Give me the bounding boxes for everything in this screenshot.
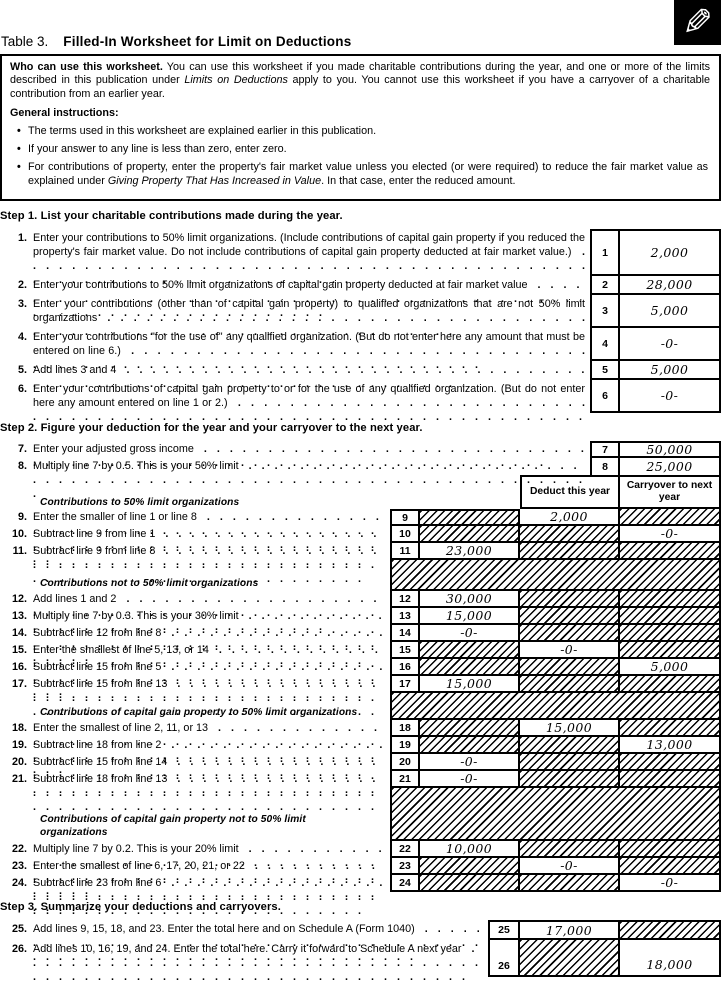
amount-value-cell: -0- xyxy=(420,625,520,642)
line-row-5 xyxy=(0,361,721,380)
line-number-cell: 4 xyxy=(590,328,620,361)
line-number-cell: 15 xyxy=(390,642,420,659)
na-hatched-cell xyxy=(520,608,620,625)
na-hatched-cell xyxy=(520,841,620,858)
line-value-cell: 28,000 xyxy=(620,276,721,295)
na-hatched-cell xyxy=(620,841,721,858)
line-row-22 xyxy=(0,841,721,858)
line-number-cell: 17 xyxy=(390,676,420,693)
line-row-2 xyxy=(0,276,721,295)
line-label: Subtract line 18 from line 2 . . xyxy=(33,738,390,752)
line-value-cell: 25,000 xyxy=(620,458,721,475)
line-number: 11. xyxy=(12,545,27,558)
na-hatched-cell xyxy=(420,875,520,892)
na-hatched-cell xyxy=(520,754,620,771)
line-value-cell: 5,000 xyxy=(620,361,721,380)
na-hatched-cell xyxy=(620,543,721,560)
deduct-value-cell: -0- xyxy=(520,642,620,659)
step2-heading: Step 2. Figure your deduction for the year and your carryover to the next year. xyxy=(0,422,423,435)
bullet-icon xyxy=(10,143,28,156)
na-hatched-cell xyxy=(520,591,620,608)
line-number: 23. xyxy=(11,860,27,873)
title-text: Filled-In Worksheet for Limit on Deductions xyxy=(63,34,352,49)
line-value-cell: 50,000 xyxy=(620,441,721,458)
na-hatched-cell xyxy=(620,591,721,608)
line-label: Enter the smaller of line 1 or line 8 . . xyxy=(33,510,390,524)
line-number: 5. xyxy=(17,364,27,377)
na-hatched-cell xyxy=(620,920,721,940)
line-label: Enter the smallest of line 6, 17, 20, 21, or 22 . . xyxy=(33,859,390,873)
carryover-value-cell: -0- xyxy=(620,526,721,543)
line-number-cell: 24 xyxy=(390,875,420,892)
line-number-cell: 18 xyxy=(390,720,420,737)
line-label: Subtract line 15 from line 13 . . xyxy=(33,677,390,691)
who-text-1: You can use this worksheet if you made charitable contributions during the year, and one or more of the limits described in this publication under xyxy=(10,61,710,87)
line-row-21 xyxy=(0,771,721,788)
section-band xyxy=(0,693,721,720)
carryover-value-cell: 18,000 xyxy=(620,940,721,977)
carryover-value-cell: 5,000 xyxy=(620,659,721,676)
line-number: 4. xyxy=(17,331,27,344)
line-row-12 xyxy=(0,591,721,608)
line-number-cell: 12 xyxy=(390,591,420,608)
line-number-cell: 20 xyxy=(390,754,420,771)
line-row-24 xyxy=(0,875,721,892)
deduct-value-cell: 17,000 xyxy=(520,920,620,940)
pencil-icon xyxy=(674,0,721,45)
line-row-4 xyxy=(0,328,721,361)
na-hatched-cell xyxy=(420,858,520,875)
line-number-cell: 6 xyxy=(590,380,620,413)
line-label: Enter your contributions to 50% limit organizations. (Include contributions of capital gain property if you reduced the property's fair market value. Do not include contributions of capital gain property deducted at fair market value.) . . xyxy=(33,231,590,273)
line-number-cell: 9 xyxy=(390,509,420,526)
line-number-cell: 16 xyxy=(390,659,420,676)
na-hatched-cell xyxy=(620,754,721,771)
amount-value-cell: -0- xyxy=(420,754,520,771)
line-label: Multiply line 7 by 0.2. This is your 20% limit . . xyxy=(33,842,390,856)
line-label: Add lines 9, 15, 18, and 23. Enter the total here and on Schedule A (Form 1040) . . xyxy=(33,922,488,936)
bullet-icon xyxy=(10,161,28,188)
line-row-16 xyxy=(0,659,721,676)
line-label: Subtract line 23 from line 6 . . xyxy=(33,876,390,890)
line-number: 21. xyxy=(11,773,27,786)
line-label: Subtract line 15 from line 14 . . xyxy=(33,755,390,769)
bullet-text: If your answer to any line is less than zero, enter zero. xyxy=(28,143,287,156)
line-number: 1. xyxy=(17,232,27,245)
line-number: 8. xyxy=(17,460,27,473)
bullet-text: For contributions of property, enter the property's fair market value unless you elected (or were required) to reduce the fair market value as explained under Giving Property That Has Increased in Value. In that case, enter the reduced amount. xyxy=(28,161,708,187)
bullet-text: The terms used in this worksheet are explained earlier in this publication. xyxy=(28,124,377,137)
header-spacer xyxy=(390,475,520,509)
line-row-6 xyxy=(0,380,721,413)
na-hatched-cell xyxy=(520,543,620,560)
line-number: 14. xyxy=(11,627,27,640)
na-hatched-cell xyxy=(420,659,520,676)
bullet-icon xyxy=(10,125,28,138)
line-row-14 xyxy=(0,625,721,642)
bullet-item xyxy=(10,125,710,138)
na-hatched-band xyxy=(390,560,721,591)
na-hatched-cell xyxy=(620,720,721,737)
intro-box xyxy=(0,54,721,201)
line-row-8 xyxy=(0,458,721,475)
na-hatched-band xyxy=(390,788,721,841)
amount-value-cell: 30,000 xyxy=(420,591,520,608)
line-label: Enter the smallest of line 5, 13, or 14 . . xyxy=(33,643,390,657)
column-header-row xyxy=(0,475,721,509)
carryover-value-cell: -0- xyxy=(620,875,721,892)
line-label: Enter your contributions (other than of capital gain property) to qualified organizations that are not 50% limit organizations . . xyxy=(33,297,590,325)
line-number-cell: 25 xyxy=(488,920,520,940)
line-label: Multiply line 7 by 0.3. This is your 30% limit . . xyxy=(33,609,390,623)
amount-value-cell: 23,000 xyxy=(420,543,520,560)
subheading-capital-gain-to-50: Contributions of capital gain property to 50% limit organizations xyxy=(40,707,358,719)
line-value-cell: -0- xyxy=(620,380,721,413)
line-label: Enter your contributions to 50% limit organizations of capital gain property deducted at fair market value . . xyxy=(33,278,590,292)
line-label: Add lines 10, 16, 19, and 24. Enter the total here. Carry it forward to Schedule A next year . . xyxy=(33,942,488,970)
line-number: 25. xyxy=(11,923,27,936)
line-number-cell: 23 xyxy=(390,858,420,875)
line-number-cell: 14 xyxy=(390,625,420,642)
line-row-18 xyxy=(0,720,721,737)
na-hatched-cell xyxy=(620,509,721,526)
line-row-1 xyxy=(0,229,721,276)
line-number-cell: 5 xyxy=(590,361,620,380)
line-number: 18. xyxy=(11,722,27,735)
line-row-3 xyxy=(0,295,721,328)
pencil-glyph: ✎ xyxy=(681,1,713,44)
general-instructions-heading: General instructions: xyxy=(10,107,119,120)
line-row-15 xyxy=(0,642,721,659)
line-number: 13. xyxy=(11,610,27,623)
who-can-use-paragraph xyxy=(10,61,710,101)
line-number: 3. xyxy=(17,298,27,311)
line-label: Subtract line 15 from line 5 . . xyxy=(33,660,390,674)
who-italic-ref: Limits on Deductions xyxy=(184,74,288,87)
line-number-cell: 10 xyxy=(390,526,420,543)
na-hatched-cell xyxy=(520,771,620,788)
line-number-cell: 19 xyxy=(390,737,420,754)
line-number-cell: 26 xyxy=(488,940,520,977)
line-value-cell: 2,000 xyxy=(620,229,721,276)
subheading-contributions-to-50: Contributions to 50% limit organizations xyxy=(40,497,240,509)
na-hatched-cell xyxy=(420,642,520,659)
line-number-cell: 22 xyxy=(390,841,420,858)
column-header-carryover: Carryover to next year xyxy=(620,475,721,509)
line-number: 16. xyxy=(11,661,27,674)
na-hatched-band xyxy=(390,693,721,720)
line-row-11 xyxy=(0,543,721,560)
amount-value-cell: -0- xyxy=(420,771,520,788)
subheading-contributions-not-50: Contributions not to 50% limit organizations xyxy=(40,578,259,590)
line-row-20 xyxy=(0,754,721,771)
line-row-19 xyxy=(0,737,721,754)
amount-value-cell: 15,000 xyxy=(420,676,520,693)
line-number: 22. xyxy=(11,843,27,856)
na-hatched-cell xyxy=(520,940,620,977)
na-hatched-cell xyxy=(520,875,620,892)
subheading-capital-gain-not-50: Contributions of capital gain property not to 50% limit organizations xyxy=(40,814,306,839)
column-header-deduct: Deduct this year xyxy=(520,475,620,509)
deduct-value-cell: 2,000 xyxy=(520,509,620,526)
line-number: 15. xyxy=(11,644,27,657)
na-hatched-cell xyxy=(520,676,620,693)
bullet-italic-ref: Giving Property That Has Increased in Value xyxy=(107,174,322,187)
line-label: Subtract line 9 from line 1 . . xyxy=(33,527,390,541)
bullet-item xyxy=(10,161,710,188)
who-text-2: apply to you. You cannot use this worksheet if you have a carryover of a charitable contribution from an earlier year. xyxy=(10,74,710,100)
line-label: Add lines 3 and 4 . . xyxy=(33,363,590,377)
line-row-17 xyxy=(0,676,721,693)
line-number: 6. xyxy=(17,383,27,396)
deduct-value-cell: 15,000 xyxy=(520,720,620,737)
na-hatched-cell xyxy=(520,659,620,676)
amount-value-cell: 10,000 xyxy=(420,841,520,858)
line-label: Subtract line 12 from line 8 . . xyxy=(33,626,390,640)
line-label: Subtract line 18 from line 13 . . xyxy=(33,772,390,786)
line-number-cell: 2 xyxy=(590,276,620,295)
line-number-cell: 3 xyxy=(590,295,620,328)
line-label: Enter your contributions of capital gain property to or for the use of any qualified organization. (But do not enter here any amount entered on line 1 or 2.) . . xyxy=(33,382,590,410)
na-hatched-cell xyxy=(420,737,520,754)
line-number-cell: 1 xyxy=(590,229,620,276)
line-number: 20. xyxy=(11,756,27,769)
section-band xyxy=(0,788,721,841)
line-row-7 xyxy=(0,441,721,458)
line-number: 24. xyxy=(11,877,27,890)
na-hatched-cell xyxy=(520,737,620,754)
na-hatched-cell xyxy=(520,526,620,543)
deduct-value-cell: -0- xyxy=(520,858,620,875)
step3-heading: Step 3. Summarize your deductions and carryovers. xyxy=(0,901,281,914)
bullet-item xyxy=(10,143,710,156)
line-number: 26. xyxy=(11,943,27,956)
page-title xyxy=(0,0,721,54)
line-label: Multiply line 7 by 0.5. This is your 50% limit . . xyxy=(33,459,590,473)
line-row-25 xyxy=(0,920,721,940)
line-number: 7. xyxy=(17,443,27,456)
line-value-cell: -0- xyxy=(620,328,721,361)
line-number: 17. xyxy=(11,678,27,691)
table-label: Table 3. xyxy=(1,34,49,49)
na-hatched-cell xyxy=(520,625,620,642)
na-hatched-cell xyxy=(420,720,520,737)
amount-value-cell: 15,000 xyxy=(420,608,520,625)
line-value-cell: 5,000 xyxy=(620,295,721,328)
line-row-10 xyxy=(0,526,721,543)
line-row-23 xyxy=(0,858,721,875)
who-bold: Who can use this worksheet. xyxy=(10,61,163,73)
line-number: 19. xyxy=(11,739,27,752)
line-number: 2. xyxy=(17,279,27,292)
carryover-value-cell: 13,000 xyxy=(620,737,721,754)
line-label: Enter your adjusted gross income . . xyxy=(33,442,590,456)
na-hatched-cell xyxy=(620,625,721,642)
step1-heading: Step 1. List your charitable contributions made during the year. xyxy=(0,210,343,223)
na-hatched-cell xyxy=(420,526,520,543)
line-row-9 xyxy=(0,509,721,526)
na-hatched-cell xyxy=(420,509,520,526)
line-label: Add lines 1 and 2 . . xyxy=(33,592,390,606)
line-number-cell: 13 xyxy=(390,608,420,625)
line-number-cell: 7 xyxy=(590,441,620,458)
line-number: 10. xyxy=(11,528,27,541)
line-number-cell: 8 xyxy=(590,458,620,475)
line-number-cell: 21 xyxy=(390,771,420,788)
na-hatched-cell xyxy=(620,676,721,693)
section-band xyxy=(0,560,721,591)
line-number: 9. xyxy=(17,511,27,524)
na-hatched-cell xyxy=(620,771,721,788)
line-row-13 xyxy=(0,608,721,625)
line-number: 12. xyxy=(11,593,27,606)
na-hatched-cell xyxy=(620,608,721,625)
na-hatched-cell xyxy=(620,642,721,659)
na-hatched-cell xyxy=(620,858,721,875)
line-label: Enter the smallest of line 2, 11, or 13 . . xyxy=(33,721,390,735)
line-number-cell: 11 xyxy=(390,543,420,560)
line-label: Enter your contributions "for the use of" any qualified organization. (But do not enter here any amount that must be entered on line 6.) . . xyxy=(33,330,590,358)
line-label: Subtract line 9 from line 8 . . xyxy=(33,544,390,558)
line-row-26 xyxy=(0,940,721,977)
